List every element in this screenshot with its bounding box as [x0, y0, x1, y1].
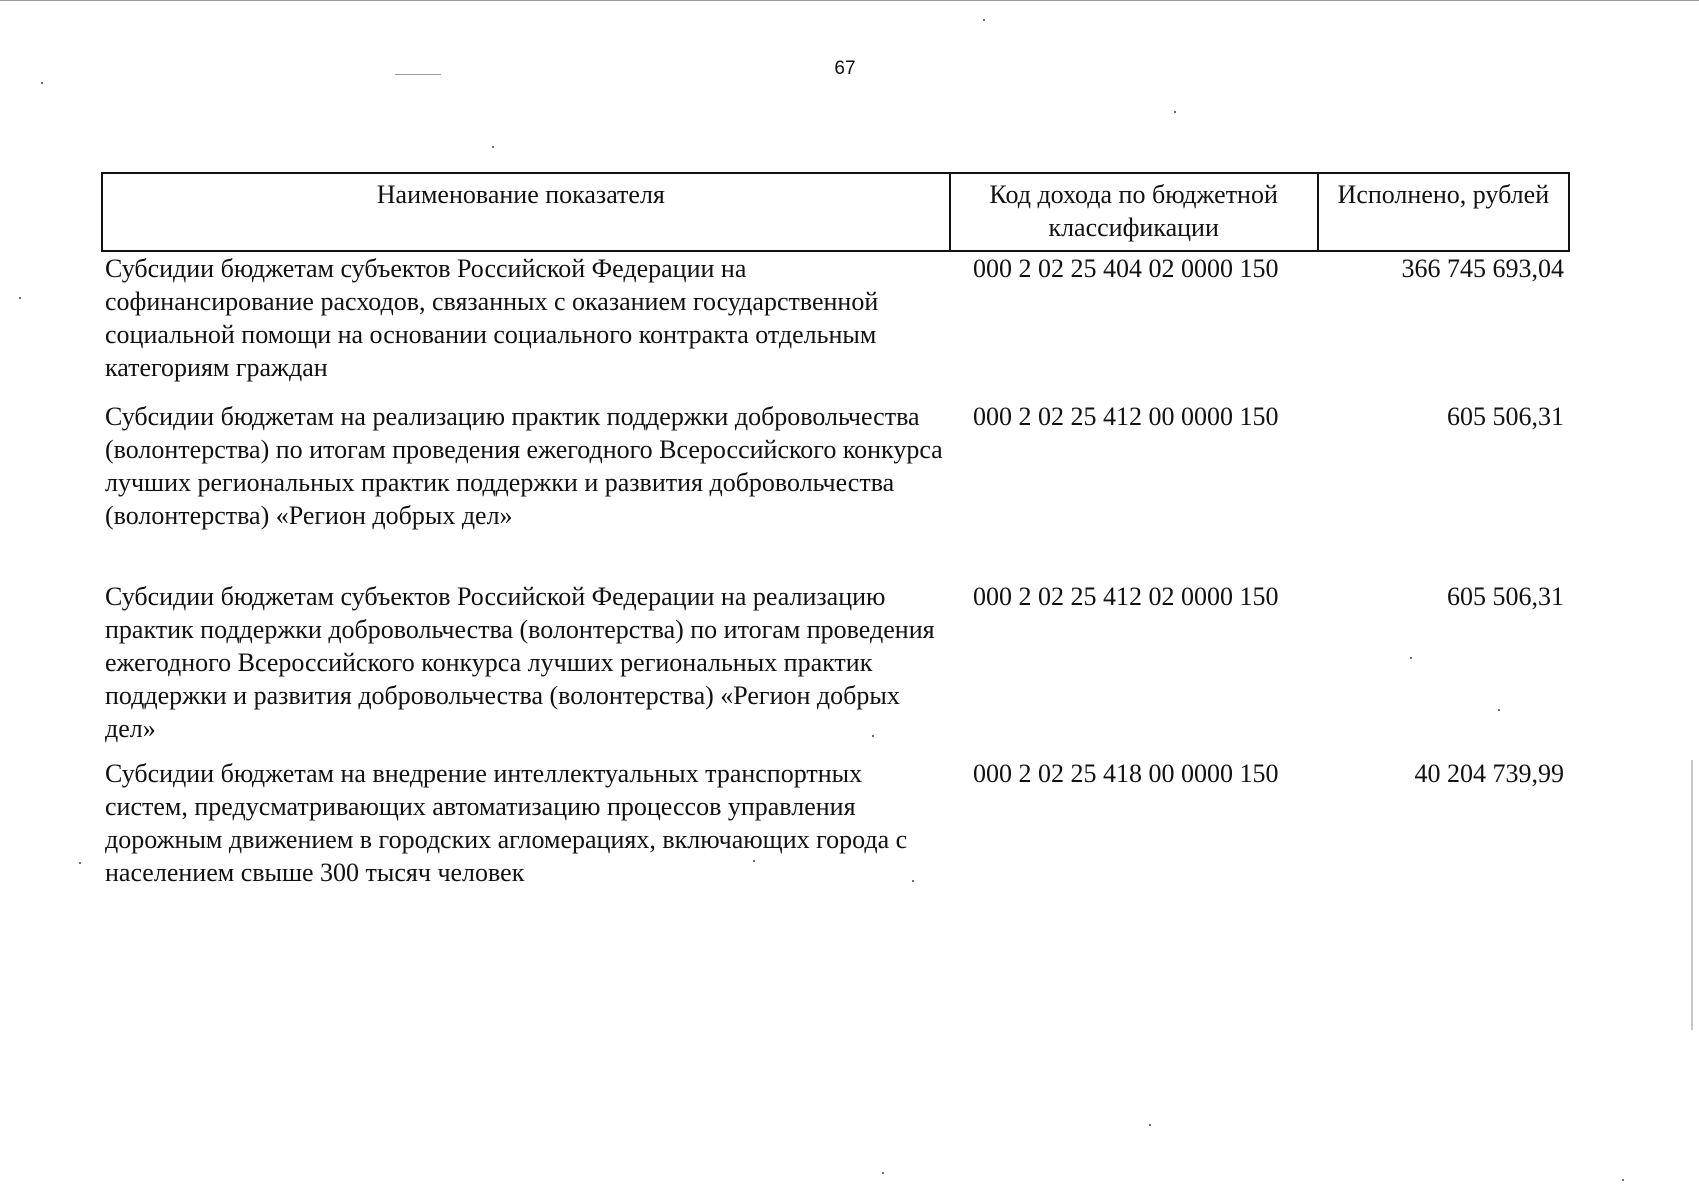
row-executed-amount: 605 506,31: [1447, 402, 1564, 431]
row-indicator-name: Субсидии бюджетам на реализацию практик поддержки добровольчества (волонтерства) по итогам проведения ежегодного Всероссийского конкурса лучших региональных практик поддержки и развития добровольчества (волонтерства) «Регион добрых дел»: [105, 402, 943, 530]
revenue-table: [101, 172, 1570, 889]
row-executed-amount: 40 204 739,99: [1414, 759, 1564, 788]
scan-speck: [1174, 111, 1176, 113]
scan-speck: [882, 1172, 884, 1174]
table-row: [101, 757, 1570, 889]
header-revenue-code: Код дохода по бюджетной классификации: [949, 174, 1317, 250]
scan-speck: [41, 82, 43, 84]
row-revenue-code: 000 2 02 25 418 00 0000 150: [973, 759, 1279, 788]
row-indicator-name: Субсидии бюджетам на внедрение интеллектуальных транспортных систем, предусматривающих автоматизацию процессов управления дорожным движением в городских агломерациях, включающих города с населением свыше 300 тысяч человек: [105, 759, 908, 887]
scan-speck: [1622, 1179, 1624, 1181]
page-number: 67: [834, 58, 856, 79]
row-revenue-code: 000 2 02 25 412 02 0000 150: [973, 582, 1279, 611]
row-executed-amount: 366 745 693,04: [1401, 254, 1564, 283]
table-row: [101, 400, 1570, 532]
row-revenue-code: 000 2 02 25 412 00 0000 150: [973, 402, 1279, 431]
header-executed-amount: Исполнено, рублей: [1317, 174, 1568, 250]
scan-speck: [79, 862, 81, 864]
row-indicator-name: Субсидии бюджетам субъектов Российской Федерации на софинансирование расходов, связанных с оказанием государственной социальной помощи на основании социального контракта отдельным категориям граждан: [105, 254, 879, 382]
header-indicator-name: Наименование показателя: [376, 180, 665, 209]
row-indicator-name: Субсидии бюджетам субъектов Российской Федерации на реализацию практик поддержки добровольчества (волонтерства) по итогам проведения ежегодного Всероссийского конкурса лучших региональных практик поддержки и развития добровольчества (волонтерства) «Регион добрых дел»: [105, 582, 935, 743]
row-revenue-code: 000 2 02 25 404 02 0000 150: [973, 254, 1279, 283]
scan-speck: [19, 297, 21, 299]
scan-top-edge: [0, 0, 1699, 1]
scan-right-edge: [1691, 760, 1693, 1030]
scan-speck: [983, 19, 985, 21]
scan-speck: [1149, 1124, 1151, 1126]
table-row: [101, 252, 1570, 384]
row-executed-amount: 605 506,31: [1447, 582, 1564, 611]
scan-speck: [492, 146, 494, 148]
table-header: [101, 172, 1570, 252]
table-row: [101, 580, 1570, 745]
